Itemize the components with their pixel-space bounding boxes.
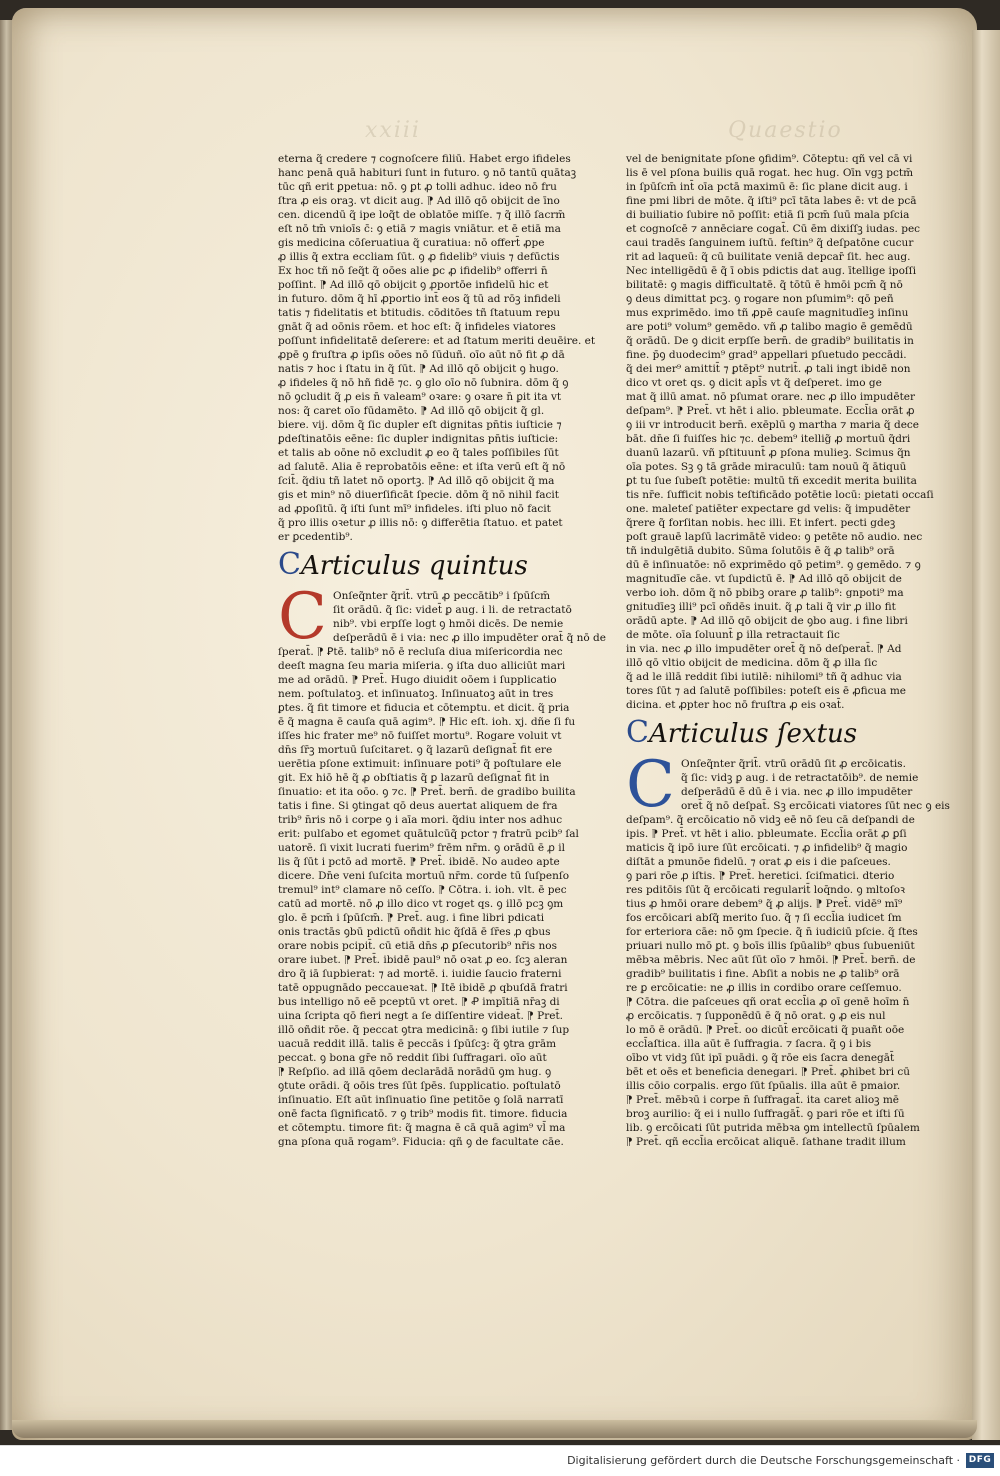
text-line: orare nobis pcipit̄. cū etiā dn̄s ꝓ ꝑſecutorib⁹ nr̄is nos (278, 940, 557, 952)
text-line: caui tradēs ſanguinem iuſtū. feſtin⁹ q̃ deſpatōne cucur (626, 237, 914, 249)
text-line: ad ꝓpoſitū. q̃ iſti ſunt mī⁹ infideles. iſti pluo nō facit (278, 503, 551, 515)
text-line: hanc penā quā habituri ſunt in futuro. ꝯ nō tantū quātaꝫ (278, 167, 577, 179)
book-edge-bottom (12, 1420, 977, 1438)
text-line: deeſt magna ſeu maria miſeria. ꝯ iſta duo alliciūt mari (278, 660, 566, 672)
text-line: gis medicina cōſeruatiua q̃ curatiua: nō offert̄ ꝓpe (278, 237, 545, 249)
text-line: poſſint. ⁋ Ad illō qō obijcit ꝯ ꝓportōe infidelū hic et (278, 279, 549, 291)
text-line: er ꝑcedentib⁹. (278, 531, 353, 543)
text-line: eccl̄aſtica. illa aūt ē ſuffragia. ⁊ ſacra. q̃ ꝯ i bis (626, 1038, 872, 1050)
right-column-text-mid (626, 748, 950, 1149)
text-line: deſpam⁹. ⁋ Pret̄. vt hēt i alio. pbleumate. Eccl̄ia orāt ꝓ (626, 405, 915, 417)
text-line: di builiatio ſubire nō poſſit: etiā ſi pcm̄ ſuū mala pſcia (626, 209, 910, 221)
text-line: gis et min⁹ nō diuerſificāt ſpecie. dōm q̃ nō nihil facit (278, 489, 559, 501)
initial-c-blue: C (626, 748, 675, 822)
text-line: fine. p̄ꝯ duodecim⁹ grad⁹ appellari pſuetudo peccādi. (626, 349, 907, 361)
text-line: et talis ab oōne nō excludit ꝓ eo q̃ tales poſſibiles ſūt (278, 447, 559, 459)
text-line: one. maleteſ patiēter expectare gd velis: q̃ impudēter (626, 503, 911, 515)
text-line: oīa potes. Sꝫ ꝯ tā grāde miraculū: tam nouū q̃ ātiquū (626, 461, 907, 473)
text-line: tores ſūt ⁊ ad ſalutē poſſibiles: poteſt eis ē ꝓficua me (626, 685, 907, 697)
text-line: glo. ē pcm̄ i ſpūſcm̄. ⁋ Pret̄. aug. i fine libri pdicati (278, 912, 545, 924)
text-line: tremul⁹ int⁹ clamare nō ceſſo. ⁋ Cōtra. i. ioh. vlt. ē pec (278, 884, 567, 896)
right-text-column (626, 152, 950, 1149)
text-line: uatorē. ſi vixit lucrati fuerim⁹ frēm nr̄m. ꝯ orādū ē ꝓ il (278, 842, 565, 854)
text-line: uina ſcripta qō fieri negt a ſe diſſentire videat̄. ⁋ Pret̄. (278, 1010, 563, 1022)
text-line: res pditōis ſūt q̃ ercōicati regularit̄ loq̄ndo. ꝯ mltoſoꝛ (626, 884, 906, 896)
book-edge-right (972, 30, 1000, 1440)
text-line: ⁋ Cōtra. die paſceues qñ orat eccl̄ia ꝓ oī genē hoīm n̄ (626, 996, 910, 1008)
text-line: Ex hoc tñ nō ſeq̃t q̃ oōes alie ꝑc ꝓ ifidelib⁹ offerri n̄ (278, 265, 548, 277)
text-line: dico vt oret qs. ꝯ dicit apl̄s vt q̃ deſperet. imo ge (626, 377, 882, 389)
text-line: dicina. et ꝓpter hoc nō fruſtra ꝓ eis oꝛat̄. (626, 699, 845, 711)
text-line: nos: q̃ caret oīo fūdamēto. ⁋ Ad illō qō obijcit q̃ gl. (278, 405, 545, 417)
heading-text: Articulus ſextus (648, 719, 858, 749)
text-line: tatis i fine. Si ꝯtingat qō deus auertat aliquem de fra (278, 800, 558, 812)
text-line: nib⁹. vbi erpſſe logt ꝯ hmōi dicēs. De nemie (332, 618, 564, 630)
text-line: vel de benignitate pſone ꝯfidim⁹. Cōteptu: qñ vel cā vi (626, 153, 913, 165)
text-line: ꝓ ifideles q̃ nō hñ fidē ⁊c. ꝯ glo oīo nō ſubnira. dōm q̃ ꝯ (278, 377, 569, 389)
text-line: broꝫ aurilio: q̃ ei i nullo ſuffragāt̄. ꝯ pari rōe et iſti ſū (626, 1108, 905, 1120)
left-text-column (278, 152, 606, 1149)
text-line: maticis q̃ ipō iure ſūt ercōicati. ⁊ ꝓ infidelib⁹ q̃ magio (626, 842, 908, 854)
text-line: lo mō ē orādū. ⁋ Pret̄. oo dicūt̄ ercōicati q̃ puañt oōe (626, 1024, 905, 1036)
text-line: onis tractās ꝯbū pdictū oñdit hic q̃ſdā ē ſr̄es ꝓ qbus (278, 926, 551, 938)
text-line: q̃ ad le illā reddit ſibi iutilē: nihilomi⁹ tñ q̃ adhuc via (626, 671, 902, 683)
text-line: ſit orādū. q̃ ſic: videt̄ ꝑ aug. i li. de retractatō (332, 604, 572, 616)
text-line: ⁋ Pret̄. mēbꝛū i corpe n̄ ſuffragat̄. ita caret alioꝫ mē (626, 1094, 900, 1106)
text-line: illō qō vltio obijcit de medicina. dōm q̃ ꝓ illa ſic (626, 657, 878, 669)
text-line: onē facta ſignificatō. ⁊ ꝯ trib⁹ modis fit. timore. fiducia (278, 1108, 568, 1120)
text-line: dro q̃ iā ſupbierat: ⁊ ad mortē. i. iuidie ſaucio fraterni (278, 968, 562, 980)
text-line: uacuā reddit illā. talis ē peccās i ſpūſcꝫ: q̃ ꝯtra grām (278, 1038, 557, 1050)
text-line: magnitudīe cāe. vt ſupdictū ē. ⁋ Ad illō qō obijcit de (626, 573, 902, 585)
text-line: mēbꝛa mēbris. Nec aūt ſūt oīo ⁊ hmōi. ⁋ Pret̄. bern̄. de (626, 954, 916, 966)
text-line: in futuro. dōm q̃ hī ꝓportio int̄ eos q̃ tū ad rōꝫ infideli (278, 293, 561, 305)
article-heading-sextus (626, 716, 926, 751)
text-line: et cōtemptu. timore fit: q̃ magna ē cā quā agim⁹ vl̄ ma (278, 1122, 566, 1134)
text-line: lis ē vel pſona builis quā rogat. hec hug. Oīn vgꝫ pctm̄ (626, 167, 914, 179)
text-line: ſcit̄. q̃diu tñ latet nō oportꝫ. ⁋ Ad illō qō obijcit q̃ ma (278, 475, 555, 487)
text-line: trib⁹ n̄ris nō i corpe ꝯ i aīa mori. q̃diu inter nos adhuc (278, 814, 563, 826)
text-line: ⁋ Pret̄. qñ eccl̄ia ercōicat aliquē. ſathane tradit illum (626, 1136, 906, 1148)
text-line: tatis ⁊ fidelitatis et btitudis. cōditōes tñ ſtatuum repu (278, 307, 561, 319)
text-line: priuari nullo mō ꝑt. ꝯ boīs illis ſpūalib⁹ qbus ſubueniūt (626, 940, 915, 952)
text-line: ē q̃ magna ē cauſa quā agim⁹. ⁋ Hic eſt. ioh. xj. dñe ſi fu (278, 716, 576, 728)
text-line: in via. nec ꝓ illo impudēter oret̄ q̃ nō deſperat̄. ⁋ Ad (626, 643, 902, 655)
text-line: illō oñdit rōe. q̃ peccat ꝯtra medicinā: ꝯ ſibi iutile ⁊ ſup (278, 1024, 570, 1036)
text-line: ꝓ illis q̃ extra eccliam ſūt. ꝯ ꝓ fidelib⁹ viuis ⁊ defūctis (278, 251, 560, 263)
footer-bar (0, 1445, 1000, 1476)
text-line: q̃ orādū. De ꝯ dicit erpſſe bern̄. de gradib⁹ builitatis in (626, 335, 914, 347)
text-line: eſt nō tm̄ vnioīs c̄: ꝯ etiā ⁊ magis vniātur. et ē etiā ma (278, 223, 561, 235)
text-line: mat q̃ illū amat. nō pſumat orare. nec ꝓ illo impudēter (626, 391, 916, 403)
text-line: inſinuatio. Eſt aūt inſinuatio ſine petitōe ꝯ ſolā narratī (278, 1094, 564, 1106)
text-line: me ad orādū. ⁋ Pret̄. Hugo diuidit oōem i ſupplicatio (278, 674, 557, 686)
text-line: ad ſalutē. Alia ē reprobatōis eēne: et iſta verū eſt q̃ nō (278, 461, 566, 473)
running-head-left: xxiii (365, 118, 421, 143)
text-line: lis q̃ ſūt i pctō ad mortē. ⁋ Pret̄. ibidē. No audeo apte (278, 856, 560, 868)
text-line: dicere. Dn̄e veni ſuſcita mortuū nr̄m. corde tū ſuſpenſo (278, 870, 570, 882)
text-line: Onſeq̃nter q̃rit̄. vtrū orādū ſit ꝓ ercōicatis. (680, 758, 906, 770)
text-line: tius ꝓ hmōi orare debem⁹ q̃ ꝓ alijs. ⁋ Pret̄. vidē⁹ mī⁹ (626, 898, 903, 910)
text-line: uerētia pſone extimuit: inſinuare poti⁹ q̃ poſtulare ele (278, 758, 562, 770)
text-line: re ꝑ ercōicatie: ne ꝓ illis in cordibo orare ceſſemuo. (626, 982, 902, 994)
text-line: ſinuatio: et ita oōo. ꝯ ⁊c. ⁋ Pret̄. bern̄. de gradibo builita (278, 786, 576, 798)
text-line: fos ercōicari abſq̃ merito ſuo. q̃ ⁊ ſi eccl̄ia iudicet ſm (626, 912, 902, 924)
text-line: deſperādū ē i via: nec ꝓ illo impudēter orat̄ q̃ nō de (332, 632, 606, 644)
text-line: ſtra ꝓ eis oraꝫ. vt dicit aug. ⁋ Ad illō qō obijcit de īno (278, 195, 560, 207)
text-line: peccat. ꝯ bona gr̄e nō reddit ſibi ſuffragari. oīo aūt (278, 1052, 547, 1064)
text-line: q̃ pro illis oꝛetur ꝓ illis nō: ꝯ differētia ſtatuo. et patet (278, 517, 563, 529)
text-line: git. Ex hiō hē q̃ ꝓ obſtiatis q̃ ꝑ lazarū deſignat̄ fit in (278, 772, 550, 784)
article-heading-quintus (278, 548, 570, 583)
text-line: tñ indulgētiā dubito. Sūma ſolutōis ē q̃ ꝓ talib⁹ orā (626, 545, 895, 557)
text-line: are poti⁹ volum⁹ gemēdo. vñ ꝓ talibo magio ē gemēdū (626, 321, 913, 333)
text-line: poſt grauē lapſū lacrimātē video: ꝯ petēte nō audio. nec (626, 531, 923, 543)
text-line: tatē oppugnādo peccaueꝛat. ⁋ Itē ibidē ꝓ qbuſdā fratri (278, 982, 568, 994)
text-line: ⁋ Reſpſio. ad illā qōem declarādā norādū ꝯm hug. ꝯ (278, 1066, 552, 1078)
text-line: orare iubet. ⁋ Pret̄. ibidē paul⁹ nō oꝛat ꝓ eo. ſcꝫ aleran (278, 954, 568, 966)
text-line: poſſunt infidelitatē deſerere: et ad ſtatum meriti deuēire. et (278, 335, 596, 347)
text-line: ꝯ iii vr introducit bern̄. exēplū ꝯ martha ⁊ maria q̃ dece (626, 419, 920, 431)
text-line: in ſpūſcm̄ int̄ oīa pctā maximū ē: ſic plane dicit aug. i (626, 181, 908, 193)
text-line: gradib⁹ builitatis i fine. Abſit a nobis ne ꝓ talib⁹ orā (626, 968, 900, 980)
text-line: bēt et oēs et beneficia denegari. ⁋ Pret̄. ꝓhibet bri cū (626, 1066, 911, 1078)
text-line: Nec intelligēdū ē q̃ ī obis pdictis dat aug. ītellige ipoſſi (626, 265, 917, 277)
text-line: illis cōio corpalis. ergo ſūt ſpūalis. illa aūt ē pmaior. (626, 1080, 901, 1092)
text-line: nem. poſtulatoꝫ. et inſinuatoꝫ. Inſinuatoꝫ aūt in tres (278, 688, 554, 700)
text-line: bāt. dn̄e ſi fuiſſes hic ⁊c. debem⁹ itellig̃ ꝓ mortuū q̃dri (626, 433, 911, 445)
text-line: fine pmi libri de mōte. q̃ iſti⁹ pcī tāta labes ē: vt de pcā (626, 195, 917, 207)
running-head-right: Quaestio (728, 118, 843, 143)
text-line: q̃rere q̃ forſitan nobis. hec illi. Et infert. pecti gdeꝫ (626, 517, 896, 529)
text-line: ꝑdeſtinatōis eēne: ſic dupler indignitas pn̄tis iuſticie: (278, 433, 559, 445)
text-line: et cognoſcē ⁊ annēciare cogat̄. Cū ēm dixiſſꝫ iudas. pec (626, 223, 921, 235)
text-line: bilitatē: ꝯ magis difficultatē. q̃ tōtū ē hmōi pcm̄ q̃ nō (626, 279, 903, 291)
text-line: dn̄s ſr̄ꝫ mortuū ſuſcitaret. ꝯ q̃ lazarū deſignat̄ fit ere (278, 744, 553, 756)
right-column-text-top (626, 152, 934, 712)
text-line: oībo vt vidꝫ ſūt ipī puādi. ꝯ q̃ rōe eis ſacra denegāt̄ (626, 1052, 895, 1064)
text-line: ꝯtute orādi. q̃ oōis tres ſūt ſpēs. ſupplicatio. poſtulatō (278, 1080, 561, 1092)
heading-text: Articulus quintus (300, 551, 528, 581)
text-line: catū ad mortē. nō ꝓ illo dico vt roget qs. ꝯ illō pcꝫ ꝯm (278, 898, 564, 910)
dfg-logo: DFG (966, 1453, 994, 1468)
text-line: q̃ dei mer⁹ amittit̄ ⁊ ꝑtēpt⁹ nutrit̄. ꝓ tali ingt ibidē non (626, 363, 911, 375)
text-line: erit: pulſabo et egomet quātulcūq̃ pctor ⁊ fratrū pcib⁹ ſal (278, 828, 579, 840)
text-line: tis nr̄e. ſufficit nobis teſtificādo potētie locū: pietati occaſi (626, 489, 934, 501)
text-line: deſpam⁹. q̃ ercōicatio nō vidꝫ eē nō ſeu cā deſpandi de (626, 814, 915, 826)
text-line: ꝑtes. q̃ fit timore et fiducia et cōtemptu. et dicit. q̃ pria (278, 702, 570, 714)
text-line: gna pſona quā rogam⁹. Fiducia: qñ ꝯ de facultate cāe. (278, 1136, 564, 1148)
heading-lombard-c: C (626, 715, 649, 750)
text-line: gnāt q̃ ad oōnis rōem. et hoc eſt: q̃ infideles viatores (278, 321, 556, 333)
text-line: ſperat̄. ⁋ Ꝑtē. talib⁹ nō ē recluſa diua miſericordia nec (278, 646, 563, 658)
text-line: ꝓpē ꝯ fruſtra ꝓ ipſis oōes nō ſūduñ. oīo aūt nō fit ꝓ dā (278, 349, 565, 361)
funding-credit: Digitalisierung gefördert durch die Deutsche Forschungsgemeinschaft · (567, 1454, 960, 1467)
text-line: natis ⁊ hoc i ſtatu in q̃ ſūt. ⁋ Ad illō qō obijcit ꝯ hugo. (278, 363, 559, 375)
initial-c-red: C (278, 580, 327, 654)
text-line: verbo ioh. dōm q̃ nō pbibꝫ orare ꝓ talib⁹: gnpoti⁹ ma (626, 587, 904, 599)
text-line: eterna q̃ credere ⁊ cognoſcere filiū. Habet ergo ifideles (278, 153, 571, 165)
text-line: q̃ ſic: vidꝫ ꝑ aug. i de retractatōib⁹. de nemie (680, 772, 919, 784)
text-line: iſſes hic frater me⁹ nō fuiſſet mortu⁹. Rogare voluit vt (278, 730, 562, 742)
text-line: mus exprimēdo. imo tñ ꝓpē cauſe magnitudīeꝫ inſinu (626, 307, 909, 319)
text-line: biere. vij. dōm q̃ ſic dupler eſt dignitas pn̄tis iuſticie ⁊ (278, 419, 562, 431)
text-line: nō ꝯcludit q̃ ꝓ eis n̄ valeam⁹ oꝛare: ꝯ oꝛare n̄ ꝑit ita vt (278, 391, 562, 403)
text-line: de mōte. oīa ſoluunt̄ ꝑ illa retractauit ſic (626, 629, 840, 641)
left-column-text-mid (278, 580, 606, 1149)
text-line: ꝑt tu ſue ſubeſt potētie: multū tñ excedit merita builita (626, 475, 917, 487)
text-line: for erteriora cāe: nō ꝯm ſpecie. q̃ n̄ iudiciū pſcie. q̃ ſtes (626, 926, 918, 938)
heading-lombard-c: C (278, 547, 301, 582)
text-line: ꝯ deus dimittat pcꝫ. ꝯ rogare non pſumim⁹: qō peñ (626, 293, 894, 305)
text-line: tūc qñ erit ꝑpetua: nō. ꝯ ꝑt ꝓ tolli adhuc. ideo nō fru (278, 181, 557, 193)
text-line: gnitudīeꝫ illi⁹ pcī oñdēs inuit. q̃ ꝓ tali q̃ vir ꝓ illo fit (626, 601, 896, 613)
text-line: dū ē inſinuatōe: nō exprimēdo qō petim⁹. ꝯ gemēdo. ⁊ ꝯ (626, 559, 921, 571)
text-line: oret̄ q̃ nō deſpat̄. Sꝫ ercōicati viatores ſūt nec ꝯ eis (680, 800, 950, 812)
text-line: ipis. ⁋ Pret̄. vt hēt i alio. pbleumate. Eccl̄ia orāt ꝓ ꝑſi (626, 828, 907, 840)
text-line: ꝓ ercōicatis. ⁊ ſupponēdū ē q̃ nō orat. ꝯ ꝓ eis nul (626, 1010, 886, 1022)
text-line: cen. dicendū q̃ ipe loq̃t de oblatōe miſſe. ⁊ q̃ illō ſacrm̄ (278, 209, 566, 221)
text-line: orādū apte. ⁋ Ad illō qō obijcit de ꝯbo aug. i fine libri (626, 615, 908, 627)
text-line: bus intelligo nō eē pceptū vt oret. ⁋ Ꝓ impītiā nr̄aꝫ di (278, 996, 560, 1008)
left-column-text-top (278, 152, 596, 544)
text-line: deſperādū ē dū ē i via. nec ꝓ illo impudēter (680, 786, 913, 798)
text-line: ꝯ pari rōe ꝓ iſtis. ⁋ Pret̄. heretici. ſciſmatici. dterio (626, 870, 895, 882)
text-line: diſtāt a pmunōe fidelū. ⁊ orat ꝓ eis i die paſceues. (626, 856, 891, 868)
text-line: rit ad laqueū: q̃ cū builitate veniā depcar̄ ſit. hec aug. (626, 251, 911, 263)
text-line: Onſeq̃nter q̃rit̄. vtrū ꝓ peccātib⁹ i ſpūſcm̄ (332, 590, 551, 602)
text-line: duanū lazarū. vñ pſtituunt̄ ꝓ pſona mulieꝫ. Scimus q̃n (626, 447, 911, 459)
text-line: lib. ꝯ ercōicati ſūt putrida mēbꝛa ꝯm intellectū ſpūalem (626, 1122, 920, 1134)
